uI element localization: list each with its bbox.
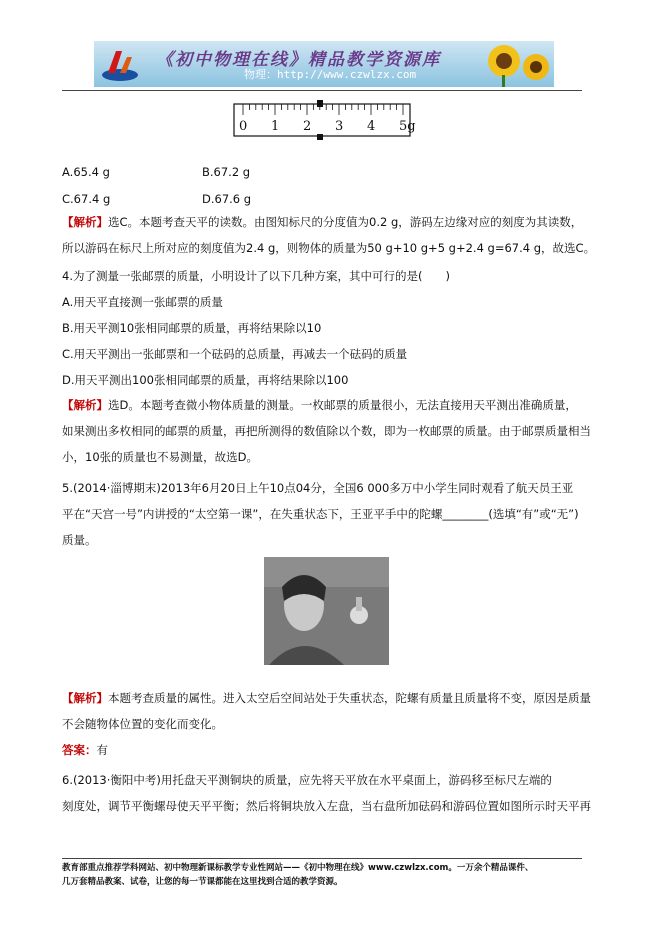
header-banner bbox=[94, 41, 554, 87]
answer-label: 答案： bbox=[62, 743, 97, 757]
rider-bottom-marker bbox=[317, 134, 323, 140]
astronaut-image bbox=[264, 557, 389, 665]
q4-option-c: C.用天平测出一张邮票和一个砝码的总质量，再减去一个砝码的质量 bbox=[62, 347, 408, 361]
analysis-tag: 【解析】 bbox=[62, 398, 108, 412]
q4-option-a: A.用天平直接测一张邮票的质量 bbox=[62, 295, 223, 309]
ruler-label: 5g bbox=[399, 119, 416, 134]
sunflower-icon bbox=[478, 41, 550, 87]
q4-analysis-line-3: 小，10张的质量也不易测量，故选D。 bbox=[62, 450, 258, 464]
banner-url: 物理：http://www.czwlzx.com bbox=[244, 68, 417, 81]
footer-line-1: 教育部重点推荐学科网站、初中物理新课标教学专业性网站——《初中物理在线》www.czwlzx.com。一万余个精品课件、 bbox=[62, 863, 534, 873]
ruler-label: 0 bbox=[239, 119, 248, 134]
analysis-tag: 【解析】 bbox=[62, 691, 108, 705]
q5-analysis-line-1: 【解析】本题考查质量的属性。进入太空后空间站处于失重状态，陀螺有质量且质量将不变，原因是质量 bbox=[62, 691, 591, 705]
option-b: B.67.2 g bbox=[202, 165, 251, 179]
astronaut-photo bbox=[264, 557, 389, 665]
q4-option-d: D.用天平测出100张相同邮票的质量，再将结果除以100 bbox=[62, 373, 349, 387]
option-d: D.67.6 g bbox=[202, 192, 252, 206]
rider-top-marker bbox=[317, 100, 323, 107]
banner-title: 《初中物理在线》精品教学资源库 bbox=[156, 50, 441, 70]
q5-stem-line-3: 质量。 bbox=[62, 533, 97, 547]
q4-analysis-line-2: 如果测出多枚相同的邮票的质量，再把所测得的数值除以个数，即为一枚邮票的质量。由于邮票质量相当 bbox=[62, 424, 591, 438]
q6-line-1: 6.(2013·衡阳中考)用托盘天平测铜块的质量，应先将天平放在水平桌面上，游码移至标尺左端的 bbox=[62, 773, 552, 787]
answer-value: 有 bbox=[96, 743, 108, 757]
option-c: C.67.4 g bbox=[62, 192, 111, 206]
ruler-label: 1 bbox=[271, 119, 280, 134]
ruler-label: 4 bbox=[367, 119, 376, 134]
q5-answer bbox=[62, 738, 108, 762]
ruler-label: 2 bbox=[303, 119, 312, 134]
footer-rule bbox=[62, 858, 582, 859]
site-logo bbox=[100, 45, 140, 83]
balance-scale-ruler bbox=[233, 100, 416, 140]
q4-analysis-line-1: 【解析】选D。本题考查微小物体质量的测量。一枚邮票的质量很小，无法直接用天平测出准确质量， bbox=[62, 398, 577, 412]
q6-line-2: 刻度处，调节平衡螺母使天平平衡；然后将铜块放入左盘，当右盘所加砝码和游码位置如图所示时天平再 bbox=[62, 799, 591, 813]
q5-analysis-line-2: 不会随物体位置的变化而变化。 bbox=[62, 717, 223, 731]
q3-analysis-line-1: 【解析】选C。本题考查天平的读数。由图知标尺的分度值为0.2 g，游码左边缘对应的刻度为其读数， bbox=[62, 215, 583, 229]
analysis-tag: 【解析】 bbox=[62, 215, 108, 229]
q3-analysis-line-2: 所以游码在标尺上所对应的刻度值为2.4 g，则物体的质量为50 g+10 g+5 g+2.4 g=67.4 g，故选C。 bbox=[62, 241, 596, 255]
q5-stem-line-2: 平在“天宫一号”内讲授的“太空第一课”，在失重状态下，王亚平手中的陀螺________(选填“有”或“无”) bbox=[62, 507, 579, 521]
q5-stem-line-1: 5.(2014·淄博期末)2013年6月20日上午10点04分，全国6 000多万中小学生同时观看了航天员王亚 bbox=[62, 481, 574, 495]
header-rule bbox=[62, 90, 582, 91]
ruler-label: 3 bbox=[335, 119, 344, 134]
option-a: A.65.4 g bbox=[62, 165, 110, 179]
q4-stem: 4.为了测量一张邮票的质量，小明设计了以下几种方案，其中可行的是( ) bbox=[62, 269, 450, 283]
q4-option-b: B.用天平测10张相同邮票的质量，再将结果除以10 bbox=[62, 321, 322, 335]
footer-line-2: 几万套精品教案、试卷，让您的每一节课都能在这里找到合适的教学资源。 bbox=[62, 877, 343, 887]
